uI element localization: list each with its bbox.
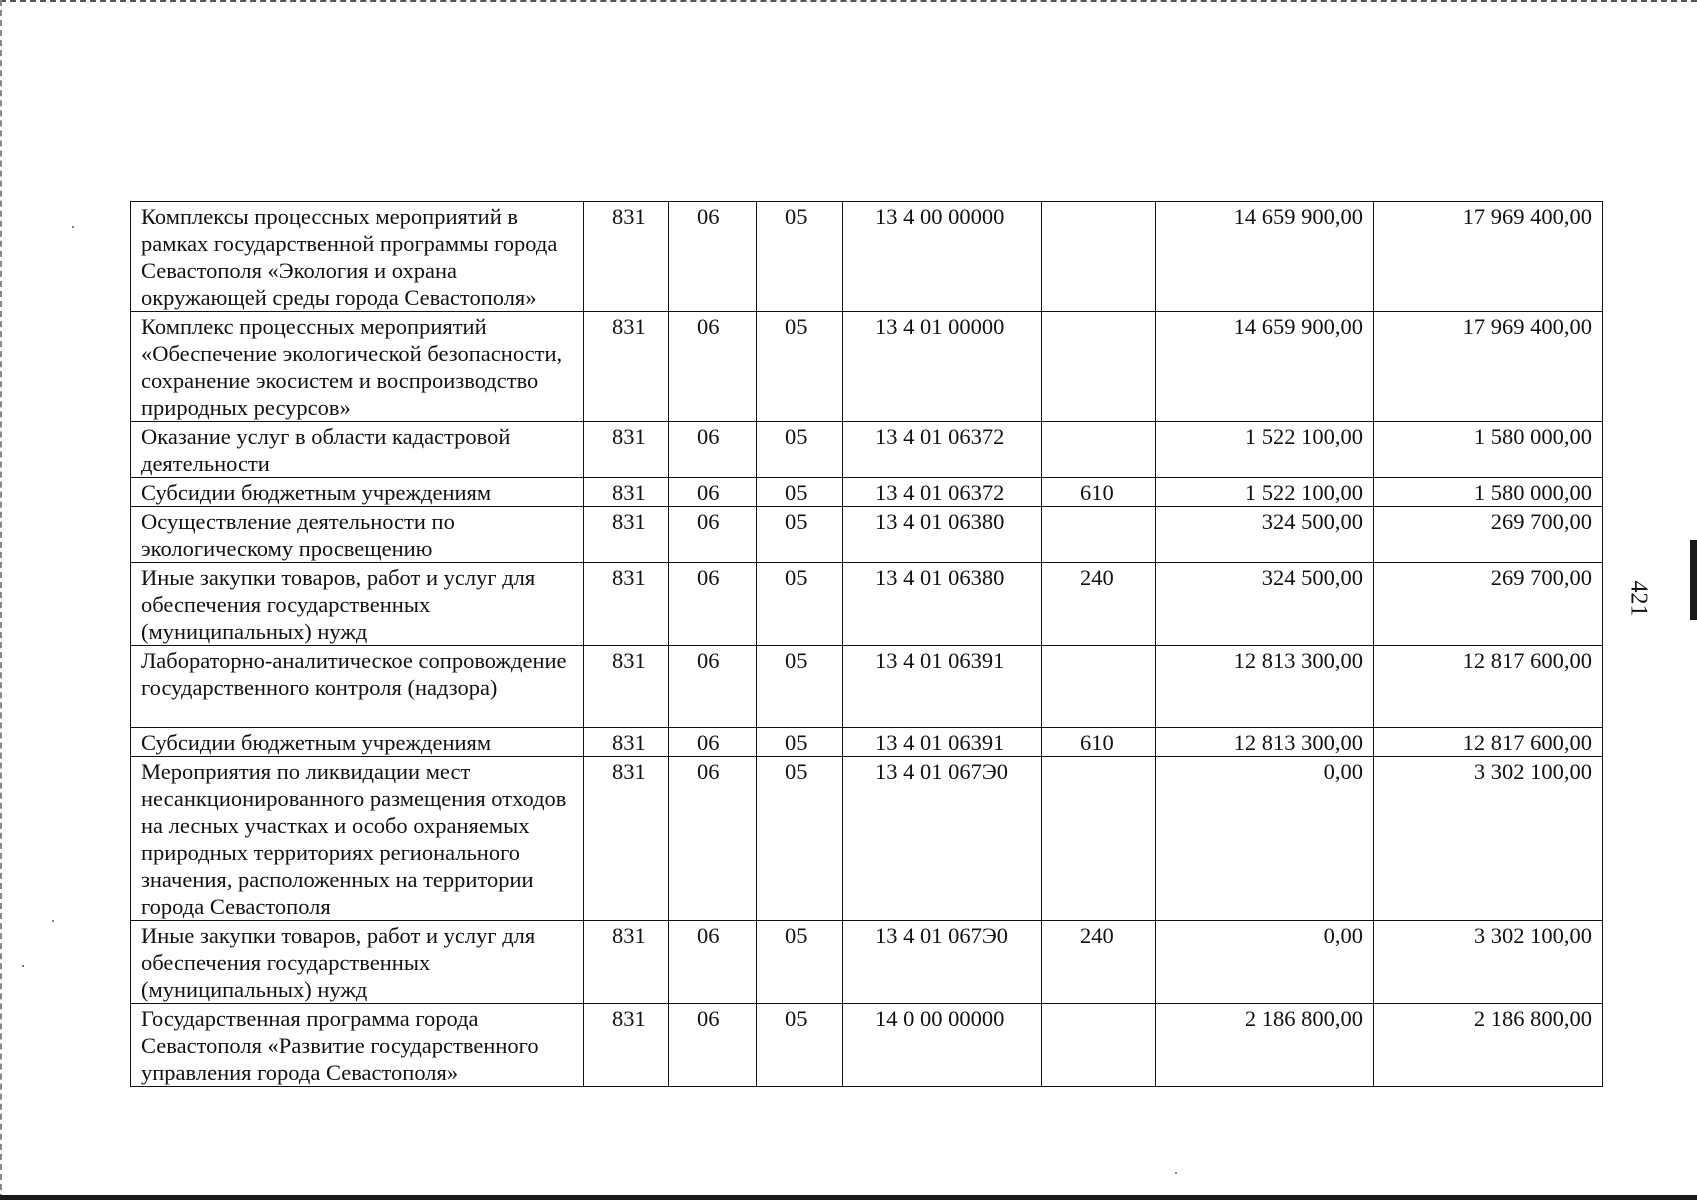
row-target-article: 13 4 01 06391	[843, 728, 1042, 757]
scan-speck	[52, 920, 54, 922]
row-grbs: 831	[584, 757, 669, 921]
row-sum-year2: 12 817 600,00	[1374, 728, 1603, 757]
row-expense-type	[1042, 312, 1156, 422]
row-sum-year1: 0,00	[1156, 757, 1374, 921]
row-name: Лабораторно-аналитическое сопровождение государственного контроля (надзора)	[131, 646, 584, 728]
row-expense-type	[1042, 1004, 1156, 1087]
page-number: 421	[1625, 580, 1652, 617]
budget-table-body	[131, 202, 1603, 1087]
row-name: Осуществление деятельности по экологическому просвещению	[131, 507, 584, 563]
table-row	[131, 757, 1603, 921]
row-sum-year2: 1 580 000,00	[1374, 478, 1603, 507]
row-name: Оказание услуг в области кадастровой деятельности	[131, 422, 584, 478]
row-podrazdel: 05	[757, 507, 843, 563]
row-razdel: 06	[669, 563, 757, 646]
table-row	[131, 202, 1603, 312]
scan-speck	[72, 226, 74, 228]
row-razdel: 06	[669, 1004, 757, 1087]
row-name: Субсидии бюджетным учреждениям	[131, 478, 584, 507]
row-sum-year1: 14 659 900,00	[1156, 312, 1374, 422]
row-podrazdel: 05	[757, 422, 843, 478]
row-sum-year1: 1 522 100,00	[1156, 422, 1374, 478]
row-sum-year2: 12 817 600,00	[1374, 646, 1603, 728]
row-grbs: 831	[584, 563, 669, 646]
table-row	[131, 728, 1603, 757]
row-podrazdel: 05	[757, 563, 843, 646]
row-podrazdel: 05	[757, 1004, 843, 1087]
row-podrazdel: 05	[757, 478, 843, 507]
row-target-article: 13 4 01 06372	[843, 422, 1042, 478]
row-expense-type	[1042, 646, 1156, 728]
scan-right-mark	[1690, 540, 1697, 620]
row-razdel: 06	[669, 478, 757, 507]
scan-bottom-edge	[0, 1195, 1697, 1200]
table-row	[131, 507, 1603, 563]
row-sum-year2: 269 700,00	[1374, 563, 1603, 646]
row-name: Субсидии бюджетным учреждениям	[131, 728, 584, 757]
row-grbs: 831	[584, 202, 669, 312]
row-sum-year1: 324 500,00	[1156, 507, 1374, 563]
row-sum-year1: 2 186 800,00	[1156, 1004, 1374, 1087]
row-sum-year2: 3 302 100,00	[1374, 757, 1603, 921]
scan-speck	[22, 965, 24, 967]
row-grbs: 831	[584, 507, 669, 563]
row-target-article: 13 4 01 06391	[843, 646, 1042, 728]
row-name: Мероприятия по ликвидации мест несанкционированного размещения отходов на лесных участках и особо охраняемых природных территориях регионального значения, расположенных на территории города Севастополя	[131, 757, 584, 921]
row-razdel: 06	[669, 757, 757, 921]
row-sum-year1: 0,00	[1156, 921, 1374, 1004]
row-grbs: 831	[584, 1004, 669, 1087]
row-expense-type	[1042, 422, 1156, 478]
row-name: Государственная программа города Севастополя «Развитие государственного управления города Севастополя»	[131, 1004, 584, 1087]
row-podrazdel: 05	[757, 757, 843, 921]
row-name: Комплекс процессных мероприятий «Обеспечение экологической безопасности, сохранение экосистем и воспроизводство природных ресурсов»	[131, 312, 584, 422]
row-podrazdel: 05	[757, 202, 843, 312]
row-grbs: 831	[584, 312, 669, 422]
table-row	[131, 921, 1603, 1004]
row-grbs: 831	[584, 646, 669, 728]
row-target-article: 13 4 01 067Э0	[843, 757, 1042, 921]
row-sum-year2: 1 580 000,00	[1374, 422, 1603, 478]
row-sum-year1: 1 522 100,00	[1156, 478, 1374, 507]
row-razdel: 06	[669, 202, 757, 312]
row-expense-type: 240	[1042, 563, 1156, 646]
row-sum-year2: 269 700,00	[1374, 507, 1603, 563]
row-grbs: 831	[584, 728, 669, 757]
row-expense-type: 610	[1042, 478, 1156, 507]
row-sum-year2: 3 302 100,00	[1374, 921, 1603, 1004]
budget-table	[130, 201, 1603, 1087]
row-grbs: 831	[584, 478, 669, 507]
row-expense-type: 610	[1042, 728, 1156, 757]
row-sum-year1: 324 500,00	[1156, 563, 1374, 646]
row-sum-year1: 12 813 300,00	[1156, 646, 1374, 728]
row-sum-year2: 17 969 400,00	[1374, 202, 1603, 312]
row-razdel: 06	[669, 646, 757, 728]
row-razdel: 06	[669, 422, 757, 478]
table-row	[131, 563, 1603, 646]
table-row	[131, 422, 1603, 478]
scan-speck	[1175, 1172, 1177, 1174]
row-target-article: 14 0 00 00000	[843, 1004, 1042, 1087]
row-target-article: 13 4 00 00000	[843, 202, 1042, 312]
row-razdel: 06	[669, 921, 757, 1004]
row-target-article: 13 4 01 067Э0	[843, 921, 1042, 1004]
row-sum-year1: 12 813 300,00	[1156, 728, 1374, 757]
table-row	[131, 312, 1603, 422]
row-sum-year1: 14 659 900,00	[1156, 202, 1374, 312]
row-grbs: 831	[584, 422, 669, 478]
row-podrazdel: 05	[757, 312, 843, 422]
row-name: Комплексы процессных мероприятий в рамках государственной программы города Севастополя «Экология и охрана окружающей среды города Севастополя»	[131, 202, 584, 312]
row-grbs: 831	[584, 921, 669, 1004]
row-target-article: 13 4 01 00000	[843, 312, 1042, 422]
table-row	[131, 1004, 1603, 1087]
row-razdel: 06	[669, 728, 757, 757]
scan-left-edge	[0, 0, 2, 1200]
row-podrazdel: 05	[757, 921, 843, 1004]
scan-top-edge	[0, 0, 1697, 2]
row-expense-type: 240	[1042, 921, 1156, 1004]
table-row	[131, 646, 1603, 728]
row-podrazdel: 05	[757, 728, 843, 757]
row-expense-type	[1042, 507, 1156, 563]
table-row	[131, 478, 1603, 507]
row-name: Иные закупки товаров, работ и услуг для обеспечения государственных (муниципальных) нужд	[131, 563, 584, 646]
row-razdel: 06	[669, 312, 757, 422]
row-target-article: 13 4 01 06372	[843, 478, 1042, 507]
row-name: Иные закупки товаров, работ и услуг для обеспечения государственных (муниципальных) нужд	[131, 921, 584, 1004]
row-sum-year2: 17 969 400,00	[1374, 312, 1603, 422]
row-razdel: 06	[669, 507, 757, 563]
row-target-article: 13 4 01 06380	[843, 563, 1042, 646]
row-target-article: 13 4 01 06380	[843, 507, 1042, 563]
row-expense-type	[1042, 202, 1156, 312]
row-podrazdel: 05	[757, 646, 843, 728]
row-sum-year2: 2 186 800,00	[1374, 1004, 1603, 1087]
row-expense-type	[1042, 757, 1156, 921]
